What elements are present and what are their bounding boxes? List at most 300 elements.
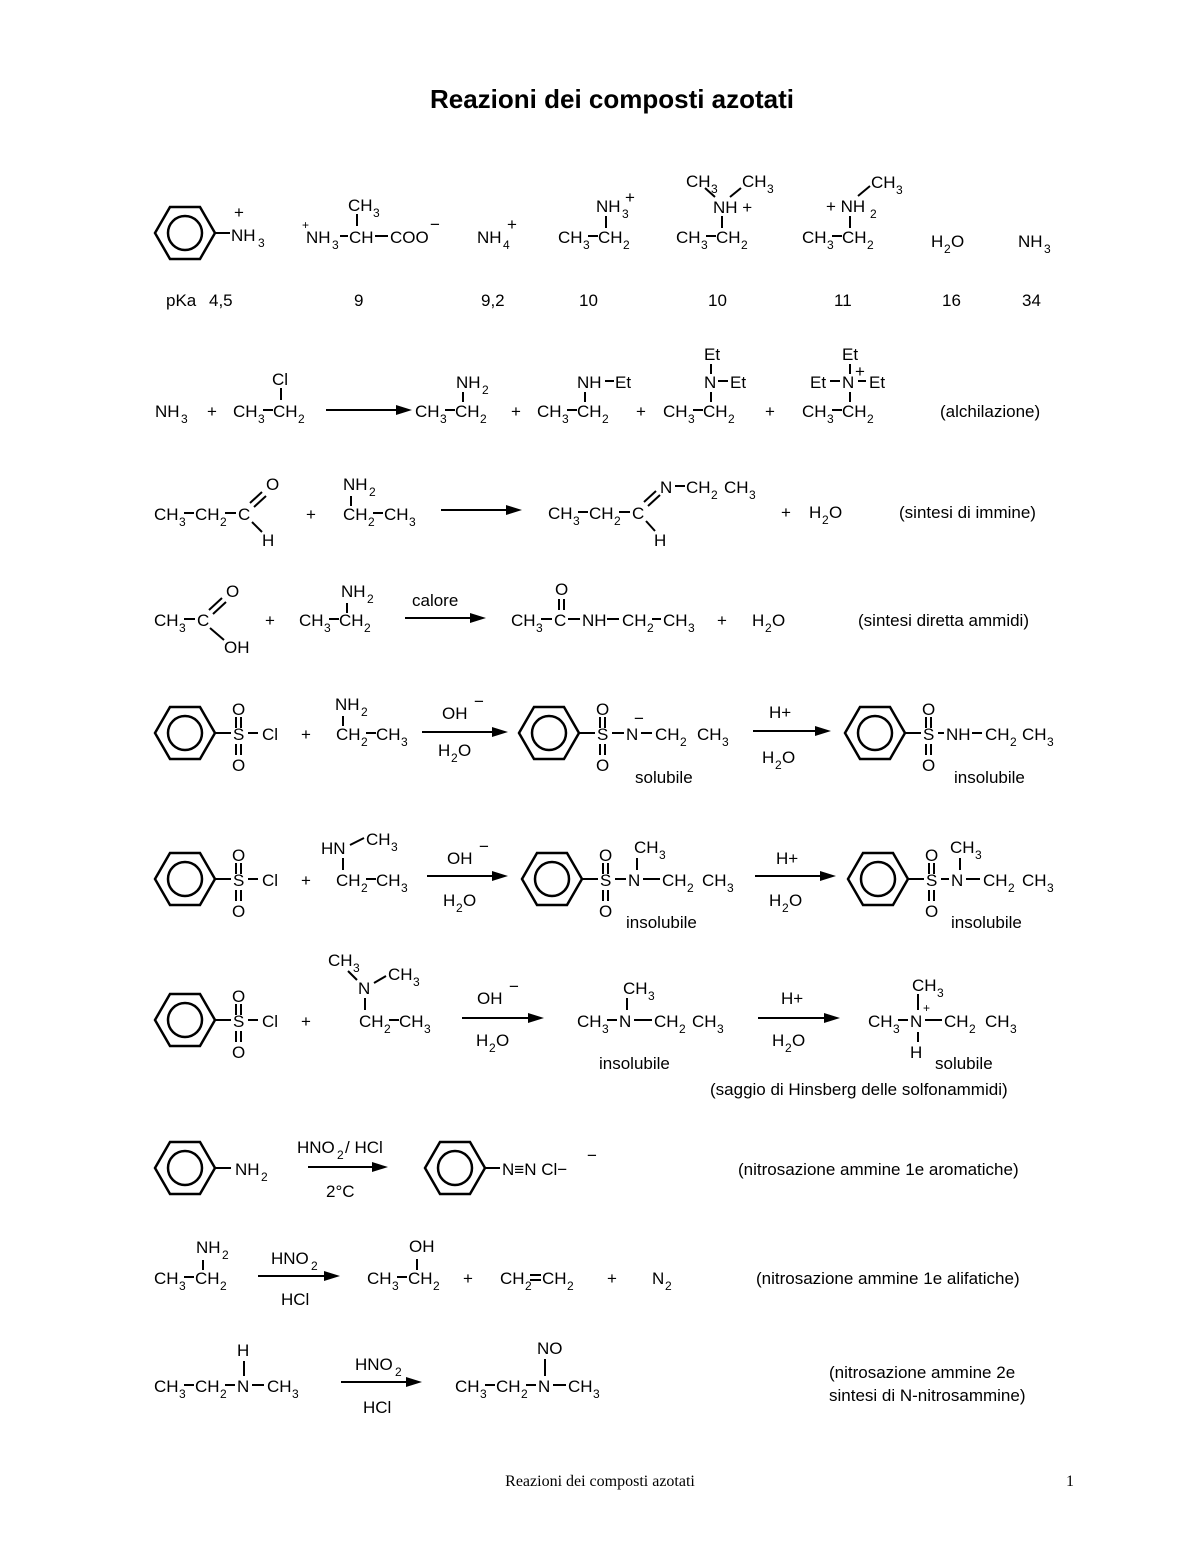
pka-label: pKa: [166, 291, 197, 310]
svg-text:S: S: [233, 725, 245, 744]
svg-text:CH: CH: [868, 1012, 893, 1031]
svg-text:−: −: [479, 837, 489, 856]
svg-text:Et: Et: [615, 373, 632, 392]
footer-text: Reazioni dei composti azotati: [505, 1473, 695, 1490]
svg-text:2: 2: [867, 412, 874, 426]
svg-text:+: +: [511, 402, 521, 421]
svg-text:H: H: [654, 531, 667, 550]
svg-text:H: H: [769, 891, 782, 910]
svg-text:CH: CH: [686, 478, 711, 497]
svg-text:CH: CH: [548, 504, 573, 523]
svg-text:O: O: [782, 748, 796, 767]
svg-text:O: O: [596, 756, 610, 775]
svg-text:NH: NH: [456, 373, 481, 392]
svg-text:NH: NH: [596, 197, 621, 216]
svg-text:2: 2: [361, 881, 368, 895]
svg-text:3: 3: [401, 881, 408, 895]
svg-text:NH: NH: [1018, 232, 1043, 251]
svg-text:2: 2: [337, 1148, 344, 1162]
svg-text:3: 3: [179, 1279, 186, 1293]
svg-text:NH: NH: [231, 226, 256, 245]
svg-text:N: N: [842, 373, 855, 392]
svg-text:N: N: [704, 373, 717, 392]
svg-text:2: 2: [1010, 735, 1017, 749]
svg-text:Et: Et: [730, 373, 747, 392]
nitrosation-aromatic: [155, 1138, 1019, 1201]
svg-text:O: O: [496, 1031, 510, 1050]
svg-text:NH +: NH +: [713, 198, 753, 217]
pka-value: 9: [354, 291, 364, 310]
svg-text:−: −: [474, 692, 484, 711]
svg-text:CH: CH: [336, 725, 361, 744]
svg-text:H: H: [762, 748, 775, 767]
svg-text:+: +: [234, 203, 244, 222]
svg-text:O: O: [232, 1043, 246, 1062]
svg-text:NH: NH: [235, 1160, 260, 1179]
diazonium-product: N≡N Cl−: [502, 1160, 568, 1179]
hinsberg-secondary: [155, 830, 1054, 932]
svg-text:3: 3: [179, 515, 186, 529]
benzene-ring-icon: [848, 853, 908, 905]
svg-text:3: 3: [413, 975, 420, 989]
alkylation-reaction: [155, 345, 1040, 426]
svg-text:NH: NH: [477, 228, 502, 247]
svg-text:3: 3: [893, 1022, 900, 1036]
svg-text:CH: CH: [195, 505, 220, 524]
condition-top: H+: [781, 989, 804, 1008]
svg-text:CH: CH: [415, 402, 440, 421]
svg-text:CH: CH: [724, 478, 749, 497]
svg-text:O: O: [829, 503, 843, 522]
svg-text:2: 2: [785, 1041, 792, 1055]
svg-text:3: 3: [749, 488, 756, 502]
pka-value: 16: [942, 291, 961, 310]
svg-text:H: H: [443, 891, 456, 910]
svg-text:2: 2: [687, 881, 694, 895]
svg-text:2: 2: [367, 592, 374, 606]
svg-text:CH: CH: [496, 1377, 521, 1396]
svg-text:3: 3: [573, 514, 580, 528]
condition-top: OH: [442, 704, 468, 723]
svg-text:/ HCl: / HCl: [345, 1138, 383, 1157]
svg-text:CH: CH: [511, 611, 536, 630]
svg-text:+: +: [265, 611, 275, 630]
page-title: Reazioni dei composti azotati: [429, 84, 795, 114]
svg-text:+: +: [781, 503, 791, 522]
svg-text:HNO: HNO: [355, 1355, 393, 1374]
benzene-ring-icon: [155, 707, 215, 759]
svg-text:CH: CH: [455, 402, 480, 421]
svg-text:+: +: [625, 188, 635, 207]
svg-text:CH: CH: [944, 1012, 969, 1031]
svg-text:CH: CH: [950, 838, 975, 857]
svg-text:3: 3: [827, 238, 834, 252]
svg-text:CH: CH: [663, 402, 688, 421]
reaction-label: (nitrosazione ammine 1e aromatiche): [738, 1160, 1019, 1179]
svg-text:CH: CH: [195, 1377, 220, 1396]
svg-text:NO: NO: [537, 1339, 563, 1358]
condition-top: H+: [776, 849, 799, 868]
svg-text:2: 2: [1008, 881, 1015, 895]
svg-text:3: 3: [827, 412, 834, 426]
svg-text:2: 2: [261, 1170, 268, 1184]
svg-text:2: 2: [867, 238, 874, 252]
svg-text:CH: CH: [623, 979, 648, 998]
svg-text:2: 2: [480, 412, 487, 426]
svg-text:CH: CH: [384, 505, 409, 524]
svg-text:CH: CH: [692, 1012, 717, 1031]
svg-text:N: N: [538, 1377, 551, 1396]
svg-text:2: 2: [220, 1279, 227, 1293]
svg-text:2: 2: [944, 242, 951, 256]
svg-text:2: 2: [614, 514, 621, 528]
svg-text:S: S: [597, 725, 609, 744]
svg-text:CH: CH: [366, 830, 391, 849]
svg-text:CH: CH: [376, 871, 401, 890]
svg-text:−: −: [509, 977, 519, 996]
condition-top: OH: [477, 989, 503, 1008]
svg-text:2: 2: [680, 735, 687, 749]
svg-text:CH: CH: [233, 402, 258, 421]
svg-text:3: 3: [562, 412, 569, 426]
benzene-ring-icon: [155, 1142, 215, 1194]
svg-text:NH: NH: [946, 725, 971, 744]
svg-text:3: 3: [391, 840, 398, 854]
svg-text:CH: CH: [399, 1012, 424, 1031]
svg-text:H: H: [438, 741, 451, 760]
benzene-ring-icon: [522, 853, 582, 905]
svg-text:2: 2: [602, 412, 609, 426]
svg-text:CH: CH: [702, 871, 727, 890]
svg-text:O: O: [596, 700, 610, 719]
hinsberg-tertiary: [155, 951, 1017, 1099]
svg-text:3: 3: [602, 1022, 609, 1036]
svg-text:−: −: [430, 215, 440, 234]
svg-text:O: O: [232, 846, 246, 865]
condition-bottom: HCl: [281, 1290, 310, 1309]
benzene-ring-icon: [845, 707, 905, 759]
svg-text:N: N: [660, 478, 673, 497]
page-number: 1: [1066, 1473, 1074, 1490]
svg-text:Cl: Cl: [262, 871, 279, 890]
svg-text:2: 2: [647, 621, 654, 635]
svg-text:2: 2: [567, 1279, 574, 1293]
svg-text:O: O: [458, 741, 472, 760]
svg-text:+: +: [855, 362, 865, 381]
svg-text:O: O: [772, 611, 786, 630]
svg-text:3: 3: [181, 412, 188, 426]
svg-text:CH: CH: [742, 172, 767, 191]
svg-text:NH: NH: [196, 1238, 221, 1257]
reaction-label: (alchilazione): [940, 402, 1041, 421]
nitrosation-aliphatic: [154, 1237, 1020, 1309]
svg-text:3: 3: [536, 621, 543, 635]
svg-text:CH: CH: [912, 976, 937, 995]
svg-text:+: +: [636, 402, 646, 421]
svg-text:2: 2: [384, 1022, 391, 1036]
svg-text:CH: CH: [842, 228, 867, 247]
svg-text:HNO: HNO: [297, 1138, 335, 1157]
svg-text:O: O: [789, 891, 803, 910]
svg-text:+: +: [463, 1269, 473, 1288]
svg-text:+: +: [306, 505, 316, 524]
svg-text:3: 3: [258, 412, 265, 426]
svg-text:3: 3: [179, 621, 186, 635]
svg-text:CH: CH: [542, 1269, 567, 1288]
svg-text:O: O: [925, 846, 939, 865]
svg-text:CH: CH: [1022, 871, 1047, 890]
svg-text:Cl: Cl: [272, 370, 289, 389]
svg-text:+: +: [301, 871, 311, 890]
svg-text:CH: CH: [500, 1269, 525, 1288]
svg-text:2: 2: [521, 1387, 528, 1401]
svg-text:CH: CH: [299, 611, 324, 630]
svg-text:2: 2: [361, 705, 368, 719]
svg-text:N: N: [237, 1377, 250, 1396]
reaction-label: sintesi di N-nitrosammine): [829, 1386, 1026, 1405]
svg-text:Et: Et: [842, 345, 859, 364]
svg-text:O: O: [555, 580, 569, 599]
svg-text:−: −: [634, 709, 644, 728]
svg-text:CH: CH: [195, 1269, 220, 1288]
svg-text:3: 3: [722, 735, 729, 749]
svg-text:N: N: [910, 1012, 923, 1031]
svg-text:CH: CH: [349, 228, 374, 247]
svg-text:+: +: [765, 402, 775, 421]
svg-text:CH: CH: [455, 1377, 480, 1396]
svg-text:3: 3: [258, 236, 265, 250]
svg-text:CH: CH: [273, 402, 298, 421]
svg-text:N: N: [619, 1012, 632, 1031]
svg-text:CH: CH: [328, 951, 353, 970]
svg-text:CH: CH: [154, 505, 179, 524]
svg-text:2: 2: [433, 1279, 440, 1293]
svg-text:OH: OH: [224, 638, 250, 657]
pka-value: 10: [708, 291, 727, 310]
svg-text:2: 2: [395, 1365, 402, 1379]
svg-text:2: 2: [451, 751, 458, 765]
svg-text:CH: CH: [336, 871, 361, 890]
svg-text:+: +: [207, 402, 217, 421]
svg-text:+: +: [923, 1001, 931, 1015]
benzene-ring-icon: [155, 207, 215, 259]
svg-text:3: 3: [767, 182, 774, 196]
solubility-label: solubile: [635, 768, 693, 787]
svg-text:2: 2: [220, 515, 227, 529]
pka-value: 4,5: [209, 291, 233, 310]
svg-text:CH: CH: [348, 196, 373, 215]
reaction-label: (nitrosazione ammine 1e alifatiche): [756, 1269, 1020, 1288]
pka-value: 34: [1022, 291, 1041, 310]
svg-text:CH: CH: [686, 172, 711, 191]
svg-text:Cl: Cl: [262, 725, 279, 744]
svg-text:C: C: [632, 504, 645, 523]
svg-text:4: 4: [503, 238, 510, 252]
svg-text:3: 3: [717, 1022, 724, 1036]
pka-values: [166, 291, 1041, 310]
svg-text:O: O: [266, 475, 280, 494]
svg-text:3: 3: [480, 1387, 487, 1401]
svg-text:3: 3: [179, 1387, 186, 1401]
svg-text:3: 3: [392, 1279, 399, 1293]
svg-text:2: 2: [368, 515, 375, 529]
amide-reaction: [154, 580, 1029, 657]
svg-text:H: H: [772, 1031, 785, 1050]
svg-text:O: O: [951, 232, 965, 251]
svg-text:O: O: [599, 902, 613, 921]
svg-text:2: 2: [489, 1041, 496, 1055]
svg-text:N: N: [626, 725, 639, 744]
svg-text:3: 3: [1044, 242, 1051, 256]
svg-text:CH: CH: [663, 611, 688, 630]
pka-value: 10: [579, 291, 598, 310]
pka-structures: [155, 172, 1051, 259]
svg-text:S: S: [600, 871, 612, 890]
svg-text:3: 3: [1047, 735, 1054, 749]
svg-text:NH: NH: [155, 402, 180, 421]
svg-text:CH: CH: [622, 611, 647, 630]
svg-text:3: 3: [648, 989, 655, 1003]
hinsberg-primary: [155, 692, 1054, 787]
svg-text:O: O: [792, 1031, 806, 1050]
pka-value: 9,2: [481, 291, 505, 310]
svg-text:HN: HN: [321, 839, 346, 858]
svg-text:+: +: [607, 1269, 617, 1288]
svg-text:3: 3: [593, 1387, 600, 1401]
svg-text:3: 3: [727, 881, 734, 895]
svg-text:NH: NH: [577, 373, 602, 392]
imine-reaction: [154, 475, 1036, 550]
svg-text:CH: CH: [388, 965, 413, 984]
svg-text:HNO: HNO: [271, 1249, 309, 1268]
svg-text:CH: CH: [568, 1377, 593, 1396]
svg-text:3: 3: [409, 515, 416, 529]
svg-text:N: N: [628, 871, 641, 890]
svg-text:CH: CH: [154, 611, 179, 630]
svg-text:3: 3: [373, 206, 380, 220]
svg-text:2: 2: [775, 758, 782, 772]
svg-text:Cl: Cl: [262, 1012, 279, 1031]
svg-text:H: H: [809, 503, 822, 522]
svg-text:CH: CH: [655, 725, 680, 744]
svg-text:CH: CH: [654, 1012, 679, 1031]
svg-text:2: 2: [741, 238, 748, 252]
svg-text:3: 3: [353, 961, 360, 975]
svg-text:3: 3: [332, 238, 339, 252]
svg-text:H: H: [237, 1341, 250, 1360]
svg-text:CH: CH: [983, 871, 1008, 890]
svg-text:2: 2: [311, 1259, 318, 1273]
svg-text:2: 2: [623, 238, 630, 252]
solubility-label: insolubile: [954, 768, 1025, 787]
svg-text:CH: CH: [662, 871, 687, 890]
svg-text:2: 2: [728, 412, 735, 426]
svg-text:CH: CH: [871, 173, 896, 192]
svg-text:3: 3: [975, 848, 982, 862]
svg-text:3: 3: [292, 1387, 299, 1401]
svg-text:2: 2: [711, 488, 718, 502]
svg-text:3: 3: [711, 182, 718, 196]
svg-text:2: 2: [369, 485, 376, 499]
svg-text:CH: CH: [703, 402, 728, 421]
nitrosation-secondary: [154, 1339, 1026, 1417]
svg-text:S: S: [233, 1012, 245, 1031]
svg-text:O: O: [232, 902, 246, 921]
svg-text:O: O: [232, 987, 246, 1006]
svg-text:CH: CH: [802, 228, 827, 247]
benzene-ring-icon: [519, 707, 579, 759]
svg-text:OH: OH: [409, 1237, 435, 1256]
svg-text:2: 2: [765, 621, 772, 635]
svg-text:3: 3: [688, 621, 695, 635]
svg-text:CH: CH: [537, 402, 562, 421]
svg-text:CH: CH: [367, 1269, 392, 1288]
svg-text:2°C: 2°C: [326, 1182, 355, 1201]
svg-text:3: 3: [1047, 881, 1054, 895]
svg-text:COO: COO: [390, 228, 429, 247]
svg-text:CH: CH: [802, 402, 827, 421]
svg-text:C: C: [197, 611, 210, 630]
svg-text:Et: Et: [810, 373, 827, 392]
svg-text:NH: NH: [306, 228, 331, 247]
svg-text:CH: CH: [589, 504, 614, 523]
svg-text:2: 2: [679, 1022, 686, 1036]
condition-top: OH: [447, 849, 473, 868]
svg-text:O: O: [226, 582, 240, 601]
svg-text:CH: CH: [343, 505, 368, 524]
solubility-label: insolubile: [626, 913, 697, 932]
svg-text:O: O: [925, 902, 939, 921]
svg-text:O: O: [232, 756, 246, 775]
solubility-label: insolubile: [951, 913, 1022, 932]
svg-text:3: 3: [622, 207, 629, 221]
svg-text:3: 3: [701, 238, 708, 252]
svg-text:2: 2: [361, 735, 368, 749]
svg-text:3: 3: [1010, 1022, 1017, 1036]
benzene-ring-icon: [155, 994, 215, 1046]
svg-text:CH: CH: [558, 228, 583, 247]
benzene-ring-icon: [155, 853, 215, 905]
svg-text:3: 3: [401, 735, 408, 749]
svg-text:+: +: [301, 1012, 311, 1031]
reaction-label: (saggio di Hinsberg delle solfonammidi): [710, 1080, 1008, 1099]
svg-text:2: 2: [298, 412, 305, 426]
svg-text:NH: NH: [343, 475, 368, 494]
svg-text:2: 2: [456, 901, 463, 915]
svg-text:Et: Et: [704, 345, 721, 364]
condition-bottom: HCl: [363, 1398, 392, 1417]
svg-text:N: N: [358, 979, 371, 998]
svg-text:+: +: [301, 725, 311, 744]
svg-text:CH: CH: [842, 402, 867, 421]
svg-text:2: 2: [482, 383, 489, 397]
svg-text:2: 2: [222, 1248, 229, 1262]
svg-text:3: 3: [324, 621, 331, 635]
reaction-label: (sintesi diretta ammidi): [858, 611, 1029, 630]
reaction-label: (nitrosazione ammine 2e: [829, 1363, 1016, 1382]
svg-text:O: O: [232, 700, 246, 719]
svg-text:Et: Et: [869, 373, 886, 392]
svg-text:H: H: [262, 531, 275, 550]
svg-text:H: H: [752, 611, 765, 630]
svg-text:+ NH: + NH: [826, 197, 866, 216]
svg-text:C: C: [554, 611, 567, 630]
svg-text:2: 2: [822, 513, 829, 527]
svg-text:CH: CH: [408, 1269, 433, 1288]
svg-text:N: N: [951, 871, 964, 890]
svg-text:CH: CH: [577, 1012, 602, 1031]
svg-text:+: +: [302, 218, 310, 232]
